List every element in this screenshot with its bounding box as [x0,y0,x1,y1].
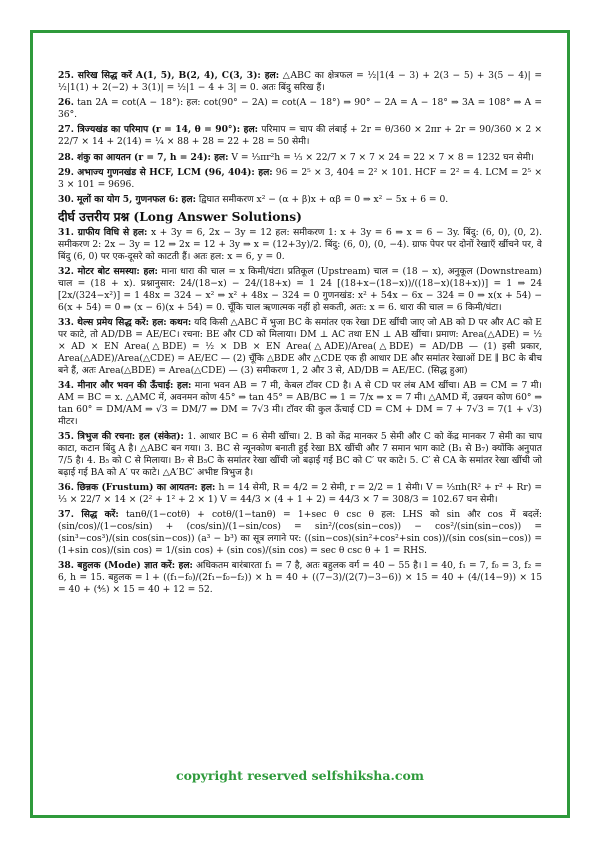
solution-label: 30. मूलों का योग 5, गुणनफल 6: हल: [58,194,196,206]
solution-label: 38. बहुलक (Mode) ज्ञात करें: हल: [58,560,193,572]
solution-30 [58,194,542,207]
solution-label: 29. अभाज्य गुणनखंड से HCF, LCM (96, 404): हल: [58,166,273,178]
solution-31 [58,227,542,264]
solution-text: △ABC का क्षेत्रफल = ½|1(4 − 3) + 2(3 − 5) + 3(5 − 4)| = ½|1(1) + 2(−2) + 3(1)| = ½|1 − 4 + 3| = 0. अतः बिंदु सरिख हैं। [58,71,542,93]
solution-label: 37. सिद्ध करें: [58,509,119,521]
solution-26 [58,97,542,122]
solution-33 [58,317,542,378]
solution-37 [58,509,542,558]
solution-text: परिमाप = चाप की लंबाई + 2r = θ/360 × 2πr + 2r = 90/360 × 2 × 22/7 × 14 + 2(14) = ¼ × 88 + 28 = 22 + 28 = 50 सेमी। [58,125,542,148]
solution-label: 34. मीनार और भवन की ऊँचाई: हल: [58,380,192,392]
solution-text: x + 3y = 6, 2x − 3y = 12 हल: समीकरण 1: x + 3y = 6 ⇒ x = 6 − 3y. बिंदु: (6, 0), (0, 2). समीकरण 2: 2x − 3y = 12 ⇒ 2x = 12 + 3y ⇒ x = (12+3y)/2. बिंदु: (6, 0), (0, −4). ग्राफ पेपर पर दोनों रेखाएँ खींचने पर, वे बिंदु (6, 0) पर एक-दूसरे को काटती हैं। अतः हल: x = 6, y = 0. [58,228,542,262]
solution-32 [58,266,542,315]
copyright-footer: copyright reserved selfshiksha.com [175,768,425,783]
document-body [58,70,542,760]
section-heading: दीर्घ उत्तरीय प्रश्न (Long Answer Solutions) [58,210,302,225]
solution-label: 31. ग्राफीय विधि से हल: [58,227,148,239]
solution-label: 25. सरिख सिद्ध करें A(1, 5), B(2, 4), C(3, 3): हल: [58,70,280,81]
solution-29 [58,167,542,192]
solution-27 [58,124,542,149]
solution-36 [58,482,542,507]
solution-38 [58,560,542,597]
solution-text: अधिकतम बारंबारता f₁ = 7 है, अतः बहुलक वर्ग = 40 − 55 है। l = 40, f₁ = 7, f₀ = 3, f₂ = 6, h = 15. बहुलक = l + ((f₁−f₀)/(2f₁−f₀−f₂)) × h = 40 + ((7−3)/(2(7)−3−6)) × 15 = 40 + (4/(14−9)) × 15 = 40 + (⅘) × 15 = 40 + 12 = 52. [58,561,542,596]
solution-34 [58,380,542,429]
solution-text: द्विघात समीकरण x² − (α + β)x + αβ = 0 ⇒ x² − 5x + 6 = 0. [198,195,449,206]
solution-label: 27. त्रिज्यखंड का परिमाप (r = 14, θ = 90°): हल: [58,124,259,136]
solution-35 [58,431,542,480]
solution-text: 1. आधार BC = 6 सेमी खींचा। 2. B को केंद्र मानकर 5 सेमी और C को केंद्र मानकर 7 सेमी का चाप काटा, कटान बिंदु A है। △ABC बन गया। 3. BC से न्यूनकोण बनाती हुई रेखा BX खींची और 7 समान भाग काटे (B₁ से B₇) क्योंकि अनुपात 7/5 है। 4. B₅ को C से मिलाया। B₇ से B₅C के समांतर रेखा खींची जो बढ़ाई गई BC को C′ पर काटे। 5. C′ से CA के समांतर रेखा खींची जो बढ़ाई गई BA को A′ पर काटे। △A′BC′ अभीष्ट त्रिभुज है। [58,432,542,478]
solution-text: यदि किसी △ABC में भुजा BC के समांतर एक रेखा DE खींची जाए जो AB को D पर और AC को E पर काटे, तो AD/DB = AE/EC। रचना: BE और CD को मिलाया। DM ⊥ AC तथा EN ⊥ AB खींचा। प्रमाण: Area(△ADE) = ½ × AD × EN Area(△BDE) = ½ × DB × EN Area(△ADE)/Area(△BDE) = AD/DB — (1) इसी प्रकार, Area(△ADE)/Area(△CDE) = AE/EC — (2) चूँकि △BDE और △CDE एक ही आधार DE और समांतर रेखाओं DE ∥ BC के बीच बने हैं, अतः Area(△BDE) = Area(△CDE) — (3) समीकरण 1, 2 और 3 से, AD/DB = AE/EC. (सिद्ध हुआ) [58,318,542,376]
solution-text: tanθ/(1−cotθ) + cotθ/(1−tanθ) = 1+sec θ csc θ हल: LHS को sin और cos में बदलें: (sin/cos)/(1−cos/sin) + (cos/sin)/(1−sin/cos) = sin²/(cos(sin−cos)) − cos²/(sin(sin−cos)) = (sin³−cos³)/(sin cos(sin−cos)) (a³ − b³) का सूत्र लगाने पर: ((sin−cos)(sin²+cos²+sin cos))/(sin cos(sin−cos)) = (1+sin cos)/(sin cos) = 1/(sin cos) + (sin cos)/(sin cos) = sec θ csc θ + 1 = RHS. [58,510,542,557]
solution-text: h = 14 सेमी, R = 4/2 = 2 सेमी, r = 2/2 = 1 सेमी। V = ⅓πh(R² + r² + Rr) = ⅓ × 22/7 × 14 × (2² + 1² + 2 × 1) V = 44/3 × (4 + 1 + 2) = 44/3 × 7 = 308/3 = 102.67 घन सेमी। [58,483,542,505]
solution-text: माना धारा की चाल = x किमी/घंटा। प्रतिकूल (Upstream) चाल = (18 − x), अनुकूल (Downstream) चाल = (18 + x). प्रश्नानुसार: 24/(18−x) − 24/(18+x) = 1 24 [(18+x−(18−x))/((18−x)(18+x))] = 1 ⇒ 24 [2x/(324−x²)] = 1 48x = 324 − x² ⇒ x² + 48x − 324 = 0 गुणनखंड: x² + 54x − 6x − 324 = 0 ⇒ x(x + 54) − 6(x + 54) = 0 ⇒ (x − 6)(x + 54) = 0. चूँकि चाल ऋणात्मक नहीं हो सकती, अतः: x = 6. धारा की चाल = 6 किमी/घंटा। [58,267,542,313]
solution-25 [58,70,542,95]
solution-text: माना भवन AB = 7 मी, केबल टॉवर CD है। A से CD पर लंब AM खींचा। AB = CM = 7 मी। AM = BC = x. △AMC में, अवनमन कोण 45° ⇒ tan 45° = AB/BC ⇒ 1 = 7/x ⇒ x = 7 मी। △AMD में, उन्नयन कोण 60° ⇒ tan 60° = DM/AM ⇒ √3 = DM/7 ⇒ DM = 7√3 मी। टॉवर की कुल ऊँचाई CD = CM + DM = 7 + 7√3 = 7(1 + √3) मीटर। [58,381,542,427]
solution-label: 28. शंकु का आयतन (r = 7, h = 24): हल: [58,151,229,163]
solution-text: tan 2A = cot(A − 18°): हल: cot(90° − 2A) = cot(A − 18°) ⇒ 90° − 2A = A − 18° ⇒ 3A = 108° ⇒ A = 36°. [58,98,542,121]
solution-text: V = ⅓πr²h = ⅓ × 22/7 × 7 × 7 × 24 = 22 × 7 × 8 = 1232 घन सेमी। [231,152,534,163]
solution-28 [58,152,542,165]
solution-label: 26. [58,97,74,109]
solution-text: 96 = 2⁵ × 3, 404 = 2² × 101. HCF = 2² = 4. LCM = 2⁵ × 3 × 101 = 9696. [58,167,542,190]
solution-label: 36. छिन्नक (Frustum) का आयतन: हल: [58,482,216,494]
solution-label: 33. थेल्स प्रमेय सिद्ध करें: हल: कथन: [58,317,192,329]
solution-label: 35. त्रिभुज की रचना: हल (संकेत): [58,431,184,443]
solution-label: 32. मोटर बोट समस्या: हल: [58,266,158,278]
